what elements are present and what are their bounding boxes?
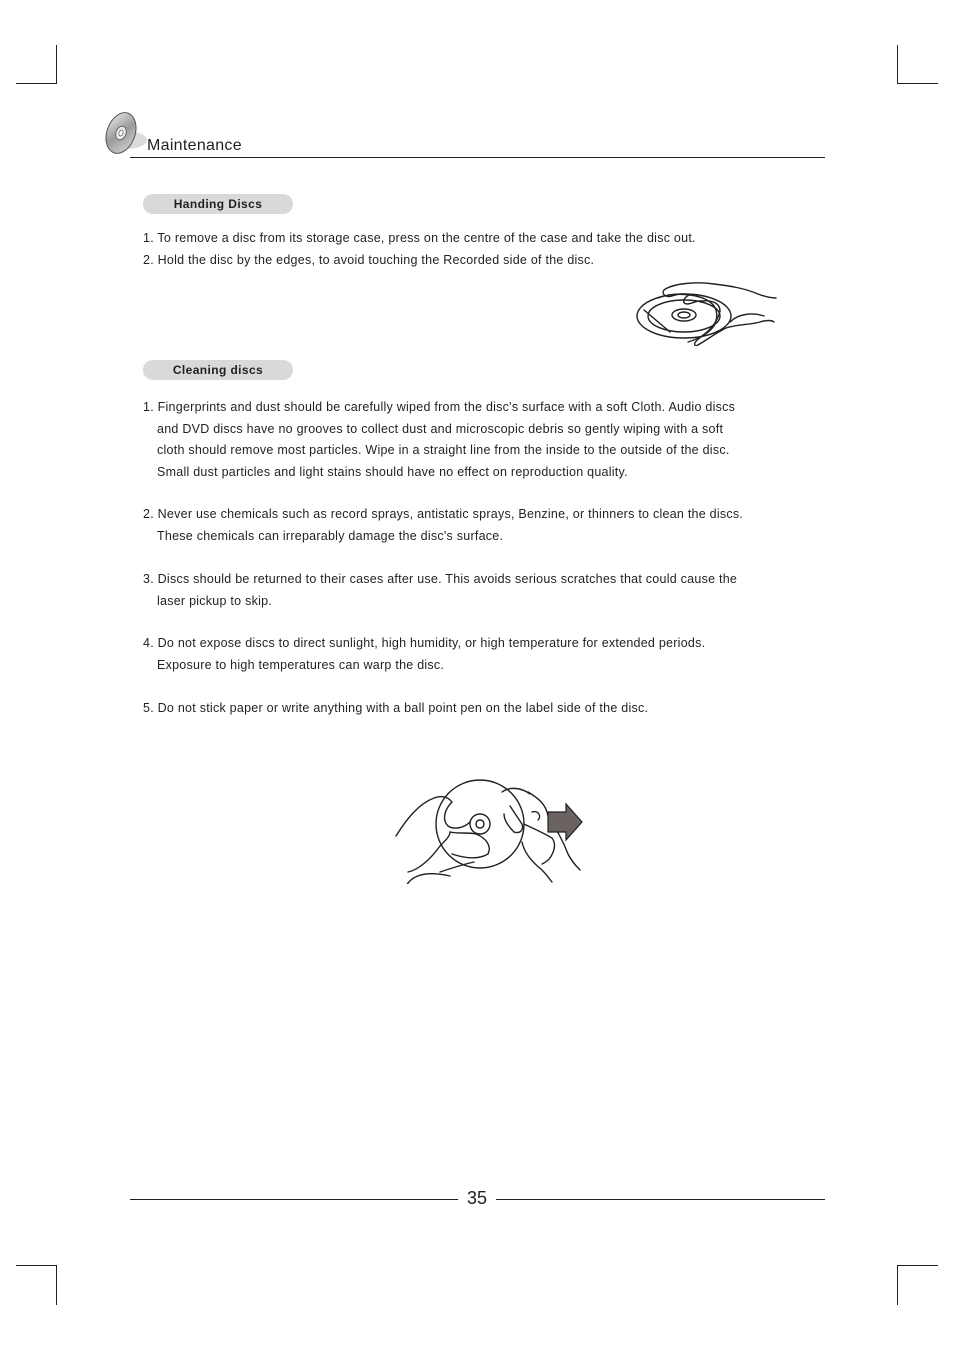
cleaning-item-2-line-1: 2. Never use chemicals such as record sprays, antistatic sprays, Benzine, or thinners to clean the discs. — [143, 507, 744, 521]
cleaning-item-2-line-2: These chemicals can irreparably damage the disc's surface. — [157, 528, 504, 543]
cleaning-item-3-line-1: 3. Discs should be returned to their cases after use. This avoids serious scratches that could cause the — [143, 572, 738, 586]
cleaning-item-4-line-1: 4. Do not expose discs to direct sunlight, high humidity, or high temperature for extended periods. — [143, 636, 706, 650]
cleaning-item-1-line-1: 1. Fingerprints and dust should be carefully wiped from the disc's surface with a soft Cloth. Audio discs — [143, 400, 736, 414]
cleaning-item-1 — [143, 397, 735, 483]
crop-mark-bottom-right-horizontal — [897, 1265, 938, 1266]
handling-discs-heading: Handing Discs — [143, 194, 293, 214]
cleaning-item-3-line-2: laser pickup to skip. — [157, 593, 273, 608]
footer-rule-right — [496, 1199, 825, 1200]
disc-icon — [102, 110, 150, 158]
disc-wiping-illustration — [392, 776, 586, 884]
cleaning-item-5 — [143, 698, 648, 720]
header-rule — [130, 157, 825, 158]
crop-mark-bottom-left-horizontal — [16, 1265, 56, 1266]
crop-mark-top-left-vertical — [56, 45, 57, 84]
arrow-right-icon — [548, 804, 582, 840]
cleaning-item-1-line-3: cloth should remove most particles. Wipe in a straight line from the inside to the outside of the disc. — [157, 443, 730, 457]
handling-list — [143, 228, 696, 271]
cleaning-item-1-line-2: and DVD discs have no grooves to collect dust and microscopic debris so gently wiping with a soft — [157, 421, 724, 436]
crop-mark-top-right-horizontal — [897, 83, 938, 84]
cleaning-item-4 — [143, 633, 705, 676]
section-title: Maintenance — [147, 137, 242, 154]
page-number: 35 — [466, 1188, 488, 1208]
cleaning-item-2 — [143, 504, 743, 547]
handling-item-1: 1. To remove a disc from its storage case, press on the centre of the case and take the disc out. — [143, 231, 696, 245]
handling-item-2: 2. Hold the disc by the edges, to avoid touching the Recorded side of the disc. — [143, 252, 595, 267]
footer-rule-left — [130, 1199, 458, 1200]
crop-mark-top-right-vertical — [897, 45, 898, 84]
cleaning-discs-heading: Cleaning discs — [143, 360, 293, 380]
crop-mark-top-left-horizontal — [16, 83, 56, 84]
cleaning-item-1-line-4: Small dust particles and light stains should have no effect on reproduction quality. — [157, 464, 628, 479]
cleaning-item-4-line-2: Exposure to high temperatures can warp the disc. — [157, 657, 445, 672]
cleaning-item-5-line-1: 5. Do not stick paper or write anything with a ball point pen on the label side of the disc. — [143, 701, 649, 715]
crop-mark-bottom-right-vertical — [897, 1265, 898, 1305]
hand-holding-disc-illustration — [634, 276, 780, 346]
crop-mark-bottom-left-vertical — [56, 1265, 57, 1305]
cleaning-item-3 — [143, 569, 737, 612]
